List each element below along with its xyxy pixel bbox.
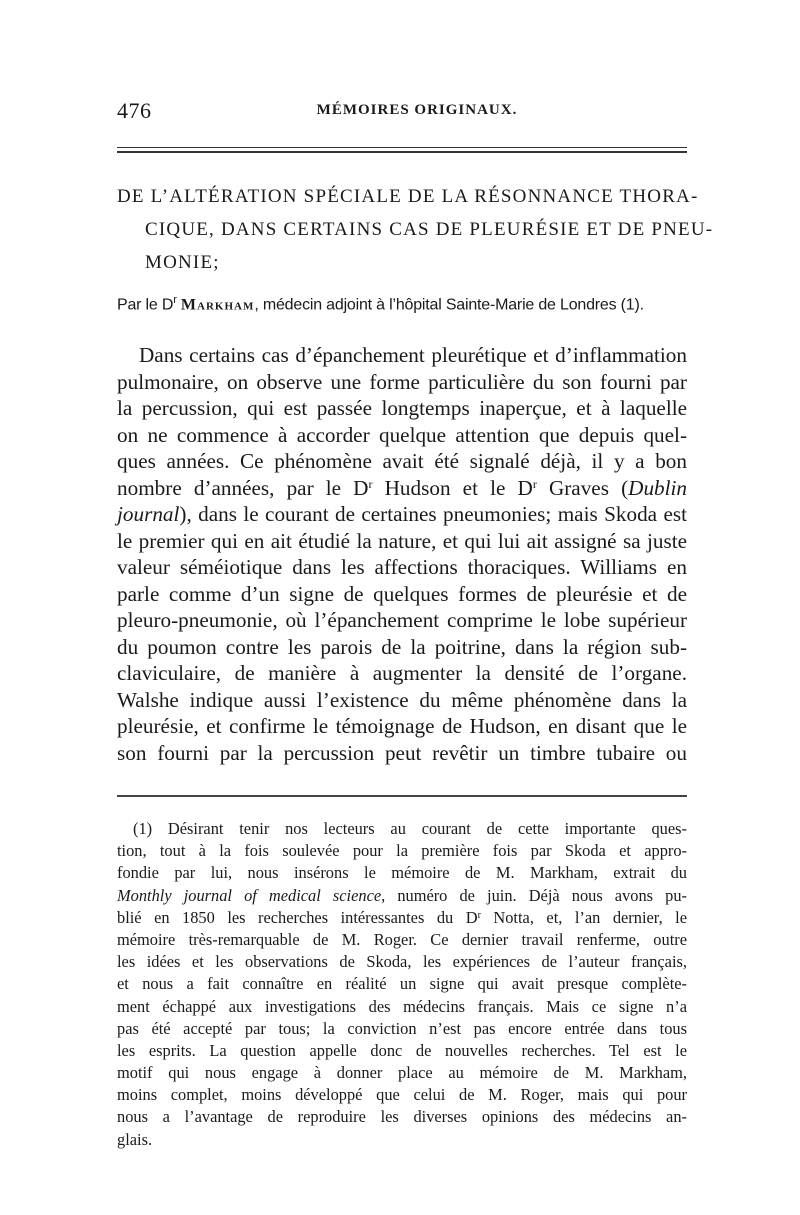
body-line: valeur séméiotique dans les affections thoraciques. Williams en — [117, 555, 687, 579]
running-title: MÉMOIRES ORIGINAUX. — [316, 102, 518, 118]
body-line-part: nombre d’années, par le D — [117, 475, 369, 500]
body-line: son fourni par la percussion peut revêtir un timbre tubaire ou — [117, 740, 687, 765]
footnote-line: fondie par lui, nous insérons le mémoire de M. Markham, extrait du — [117, 863, 687, 883]
header-rule-thick — [117, 151, 687, 153]
byline — [117, 294, 687, 314]
footnote — [117, 818, 687, 1151]
title-line: MONIE; — [145, 252, 220, 273]
footnote-line — [117, 885, 687, 907]
body-line: pulmonaire, on observe une forme particulière du son fourni par — [117, 369, 687, 394]
body-line: du poumon contre les parois de la poitrine, dans la région sub- — [117, 634, 687, 659]
footnote-line-part: , numéro de juin. Déjà nous avons pu- — [381, 885, 687, 905]
header-rule-thin — [117, 147, 687, 148]
author-name: Markham — [180, 296, 255, 314]
title-line: CIQUE, DANS CERTAINS CAS DE PLEURÉSIE ET DE PNEU- — [145, 219, 714, 240]
footnote-line-part: Notta, et, l’an dernier, le — [480, 907, 687, 927]
body-line — [117, 475, 687, 502]
footnote-line: nous a l’avantage de reproduire les diverses opinions des médecins an- — [117, 1107, 687, 1127]
footnote-line: ment échappé aux investigations des médecins français. Mais ce signe n’a — [117, 996, 687, 1016]
journal-title-italic: Monthly journal of medical science — [117, 885, 382, 905]
superscript: r — [477, 909, 481, 921]
footnote-line: moins complet, moins développé que celui de M. Roger, mais qui pour — [117, 1085, 687, 1105]
byline-prefix: Par le D — [117, 296, 174, 314]
page-number: 476 — [117, 98, 152, 123]
footnote-line: motif qui nous engage à donner place au mémoire de M. Markham, — [117, 1063, 687, 1083]
body-line: le premier qui en ait étudié la nature, et qui lui ait assigné sa juste — [117, 528, 687, 553]
body-text — [117, 342, 687, 766]
footnote-line: les esprits. La question appelle donc de nouvelles recherches. Tel est le — [117, 1040, 687, 1060]
byline-suffix: , médecin adjoint à l’hôpital Sainte-Marie de Londres (1). — [254, 296, 644, 314]
footnote-line: et nous a fait connaître en réalité un signe qui avait presque complète- — [117, 974, 687, 994]
body-line — [117, 501, 687, 528]
superscript: r — [368, 476, 373, 491]
journal-title-italic: journal — [117, 502, 180, 526]
footnote-line: (1) Désirant tenir nos lecteurs au courant de cette importante ques- — [133, 819, 687, 838]
footnote-line: tion, tout à la fois soulevée pour la première fois par Skoda et appro- — [117, 841, 687, 861]
footnote-line-part: blié en 1850 les recherches intéressantes du D — [117, 907, 478, 927]
running-header — [117, 98, 687, 128]
body-line: ques années. Ce phénomène avait été signalé déjà, il y a bon — [117, 449, 687, 473]
body-line-part: ), dans le courant de certaines pneumonies; mais Skoda est — [179, 502, 687, 526]
body-line-part: Graves ( — [536, 475, 629, 500]
footnote-line: glais. — [117, 1129, 153, 1149]
footnote-line: mémoire très-remarquable de M. Roger. Ce dernier travail renferme, outre — [117, 929, 687, 949]
title-line: DE L’ALTÉRATION SPÉCIALE DE LA RÉSONNANCE THORA- — [117, 186, 699, 207]
body-line: pleurésie, et confirme le témoignage de Hudson, en disant que le — [117, 714, 687, 738]
body-line: parle comme d’un signe de quelques formes de pleurésie et de — [117, 581, 687, 606]
body-line: Dans certains cas d’épanchement pleurétique et d’inflammation — [139, 343, 687, 367]
footnote-line — [117, 907, 687, 929]
body-line-part: Hudson et le D — [372, 475, 533, 500]
superscript: r — [532, 476, 537, 491]
footnote-separator — [117, 795, 687, 797]
body-line: claviculaire, de manière à augmenter la densité de l’organe. — [117, 661, 687, 685]
byline-prefix-sup: r — [173, 294, 177, 306]
body-line: la percussion, qui est passée longtemps inaperçue, et à laquelle — [117, 396, 687, 420]
article-title — [117, 180, 714, 279]
body-line: Walshe indique aussi l’existence du même phénomène dans la — [117, 687, 687, 712]
body-line: pleuro-pneumonie, où l’épanchement comprime le lobe supérieur — [117, 608, 687, 632]
body-line: on ne commence à accorder quelque attention que depuis quel- — [117, 422, 687, 447]
journal-title-italic: Dublin — [628, 475, 687, 500]
footnote-line: pas été accepté par tous; la conviction n’est pas encore entrée dans tous — [117, 1018, 687, 1038]
footnote-line: les idées et les observations de Skoda, les expériences de l’auteur français, — [117, 952, 687, 972]
